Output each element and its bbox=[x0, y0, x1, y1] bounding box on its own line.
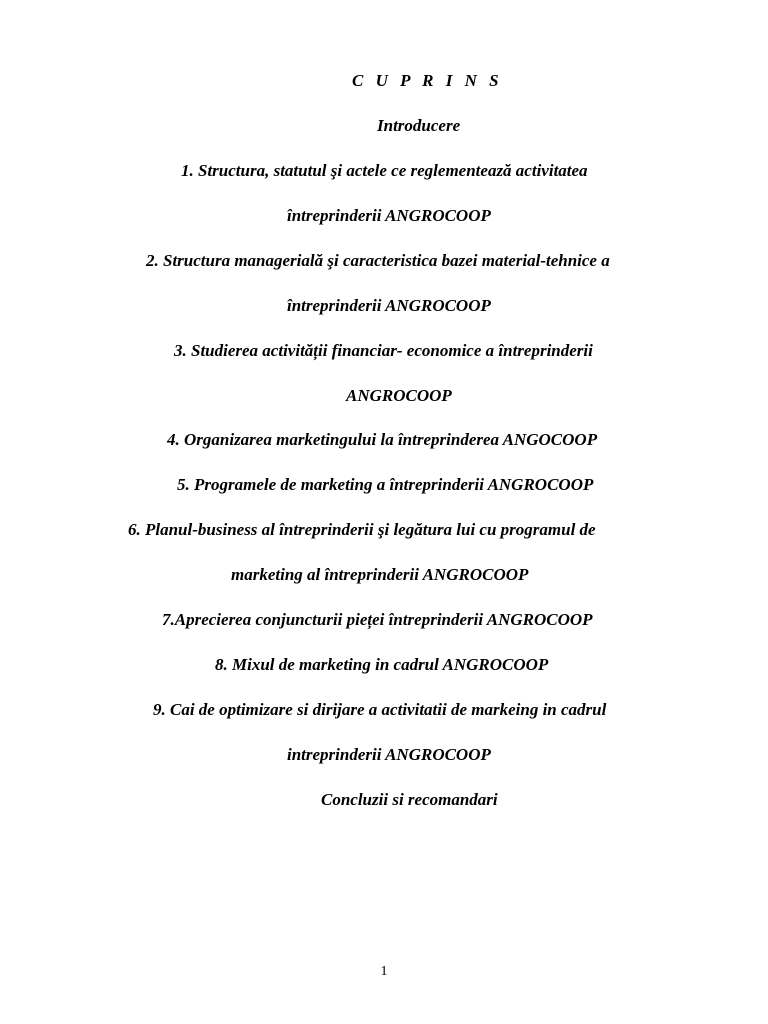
toc-entry-conclusions: Concluzii si recomandari bbox=[321, 790, 498, 809]
toc-entry-3-line-1: 3. Studierea activității financiar- economice a întreprinderii bbox=[174, 341, 593, 360]
toc-entry-introduction: Introducere bbox=[377, 116, 461, 135]
toc-entry-1-line-1: 1. Structura, statutul şi actele ce reglementează activitatea bbox=[181, 161, 588, 180]
toc-entry-1-line-2: întreprinderii ANGROCOOP bbox=[287, 206, 491, 225]
toc-entry-7: 7.Aprecierea conjuncturii pieței întreprinderii ANGROCOOP bbox=[162, 610, 593, 629]
toc-entry-5: 5. Programele de marketing a întreprinderii ANGROCOOP bbox=[177, 475, 594, 494]
toc-entry-4: 4. Organizarea marketingului la întreprinderea ANGOCOOP bbox=[167, 430, 598, 449]
toc-entry-9-line-2: intreprinderii ANGROCOOP bbox=[287, 745, 491, 764]
toc-entry-2-line-2: întreprinderii ANGROCOOP bbox=[287, 296, 491, 315]
toc-entry-8: 8. Mixul de marketing in cadrul ANGROCOOP bbox=[215, 655, 549, 674]
contents-title: C U P R I N S bbox=[352, 71, 503, 90]
toc-entry-9-line-1: 9. Cai de optimizare si dirijare a activitatii de markeing in cadrul bbox=[153, 700, 607, 719]
toc-entry-6-line-1: 6. Planul-business al întreprinderii şi legătura lui cu programul de bbox=[128, 520, 596, 539]
toc-entry-3-line-2: ANGROCOOP bbox=[346, 386, 452, 405]
page-number: 1 bbox=[380, 964, 388, 979]
toc-entry-2-line-1: 2. Structura managerială şi caracteristica bazei material-tehnice a bbox=[146, 251, 610, 270]
toc-entry-6-line-2: marketing al întreprinderii ANGROCOOP bbox=[231, 565, 529, 584]
